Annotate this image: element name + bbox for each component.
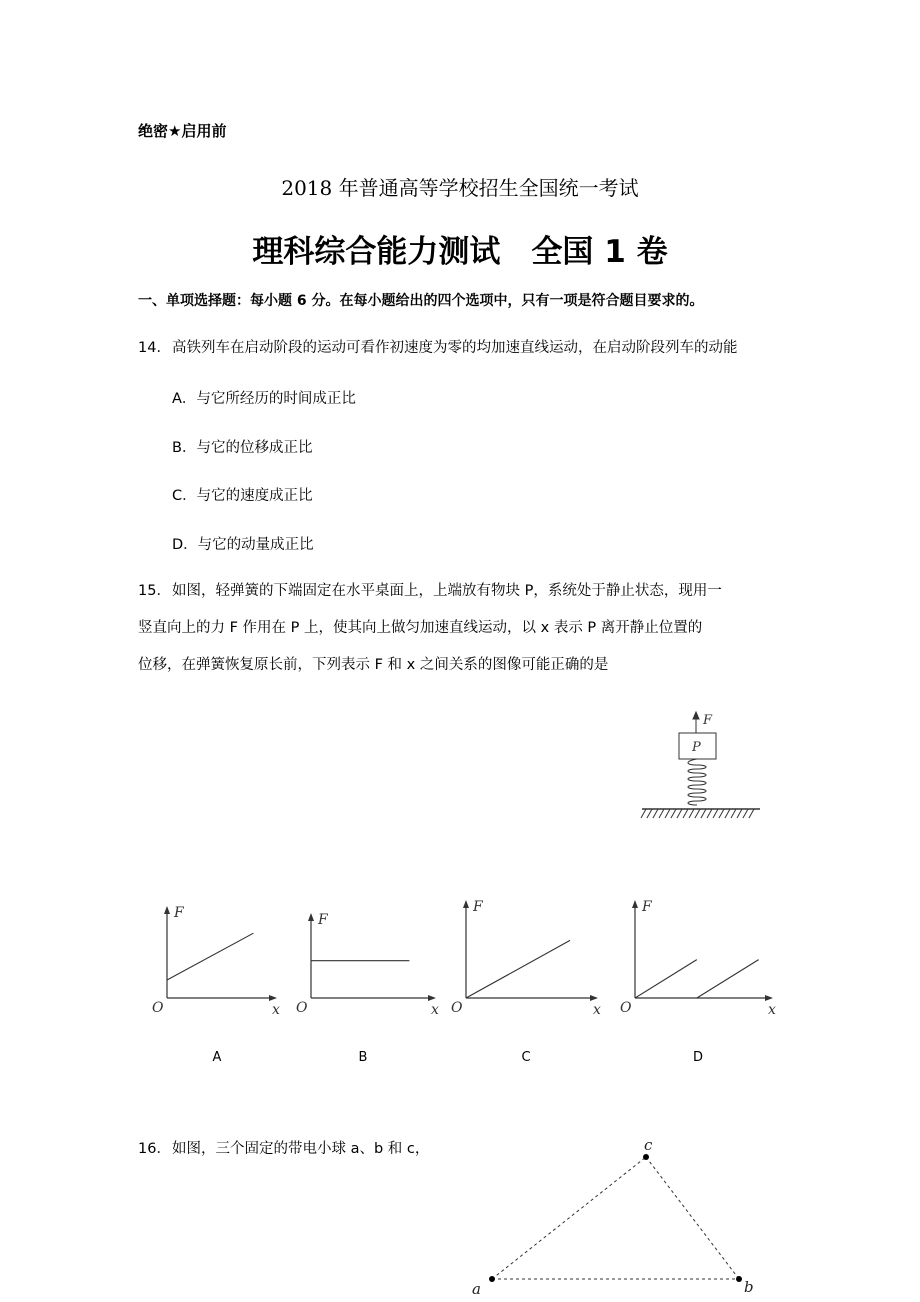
question-number: 16． <box>138 1141 171 1157</box>
hatch-line <box>701 809 706 818</box>
hatch-line <box>659 809 664 818</box>
question-15 <box>138 573 722 684</box>
series-line-d1 <box>635 960 697 998</box>
spring-coil <box>688 759 706 805</box>
hatch-line <box>689 809 694 818</box>
side-ac <box>492 1157 646 1279</box>
x-axis-label: x <box>593 1002 601 1018</box>
y-axis-label: F <box>174 905 184 921</box>
x-axis-arrow <box>428 995 436 1001</box>
ball-b <box>736 1276 742 1282</box>
q14-option-a: A．与它所经历的时间成正比 <box>172 391 356 407</box>
hatch-line <box>731 809 736 818</box>
chart-c <box>451 899 601 1065</box>
question-14 <box>138 330 738 367</box>
chart-option-label: C <box>521 1050 531 1065</box>
question-stem: 如图，三个固定的带电小球 a、b 和 c， <box>172 1141 430 1157</box>
origin-label: O <box>620 1000 632 1016</box>
x-axis-arrow <box>590 995 598 1001</box>
hatch-line <box>707 809 712 818</box>
x-axis-label: x <box>768 1002 776 1018</box>
series-line-c <box>466 940 570 998</box>
series-line-d2 <box>697 960 759 998</box>
y-axis-label: F <box>318 912 328 928</box>
hatch-line <box>737 809 742 818</box>
ball-a <box>489 1276 495 1282</box>
force-label: F <box>703 713 713 728</box>
hatch-line <box>665 809 670 818</box>
charged-balls-figure <box>472 1136 754 1298</box>
hatch-line <box>677 809 682 818</box>
force-arrowhead <box>693 712 699 719</box>
label-b: b <box>744 1278 754 1296</box>
question-number: 15． <box>138 583 171 599</box>
origin-label: O <box>152 1000 164 1016</box>
q14-option-b: B．与它的位移成正比 <box>172 440 313 456</box>
x-axis-arrow <box>765 995 773 1001</box>
series-line-a <box>167 933 253 980</box>
hatch-line <box>713 809 718 818</box>
y-axis-label: F <box>642 899 652 915</box>
q14-option-c: C．与它的速度成正比 <box>172 488 313 504</box>
hatch-line <box>683 809 688 818</box>
q14-option-d: D．与它的动量成正比 <box>172 537 314 553</box>
y-axis-arrow <box>164 906 170 914</box>
question-stem: 高铁列车在启动阶段的运动可看作初速度为零的均加速直线运动，在启动阶段列车的动能 <box>172 340 738 356</box>
origin-label: O <box>296 1000 308 1016</box>
block-p <box>679 733 716 759</box>
question-stem-line1: 如图，轻弹簧的下端固定在水平桌面上，上端放有物块 P，系统处于静止状态，现用一 <box>172 583 722 599</box>
confidential-mark: 绝密★启用前 <box>138 122 227 140</box>
hatch-line <box>641 809 646 818</box>
y-axis-arrow <box>308 913 314 921</box>
origin-label: O <box>451 1000 463 1016</box>
question-number: 14． <box>138 340 171 356</box>
hatch-line <box>695 809 700 818</box>
y-axis-arrow <box>632 900 638 908</box>
block-label: P <box>692 740 701 755</box>
ball-c <box>643 1154 649 1160</box>
answer-charts <box>152 899 776 1065</box>
hatch-line <box>749 809 754 818</box>
side-bc <box>646 1157 739 1279</box>
y-axis-label: F <box>473 899 483 915</box>
question-stem-line2: 竖直向上的力 F 作用在 P 上，使其向上做匀加速直线运动，以 x 表示 P 离开静止位置的 <box>138 620 703 636</box>
hatch-line <box>719 809 724 818</box>
x-axis-arrow <box>269 995 277 1001</box>
chart-option-label: D <box>692 1050 704 1065</box>
chart-option-label: A <box>212 1050 222 1065</box>
chart-a <box>152 905 280 1065</box>
chart-option-label: B <box>358 1050 368 1065</box>
table-hatching <box>641 809 754 818</box>
section-heading: 一、单项选择题：每小题 6 分。在每小题给出的四个选项中，只有一项是符合题目要求的。 <box>138 293 704 309</box>
chart-d <box>620 899 776 1065</box>
y-axis-arrow <box>463 900 469 908</box>
spring-figure <box>641 712 760 818</box>
label-c: c <box>644 1136 653 1154</box>
hatch-line <box>743 809 748 818</box>
hatch-line <box>647 809 652 818</box>
label-a: a <box>472 1280 481 1298</box>
hatch-line <box>671 809 676 818</box>
x-axis-label: x <box>431 1002 439 1018</box>
hatch-line <box>725 809 730 818</box>
question-stem-line3: 位移，在弹簧恢复原长前，下列表示 F 和 x 之间关系的图像可能正确的是 <box>138 657 609 673</box>
exam-year-title: 2018 年普通高等学校招生全国统一考试 <box>281 176 639 200</box>
hatch-line <box>653 809 658 818</box>
x-axis-label: x <box>272 1002 280 1018</box>
chart-b <box>296 912 439 1065</box>
exam-title: 理科综合能力测试 全国 1 卷 <box>252 234 668 270</box>
question-16 <box>138 1131 429 1168</box>
